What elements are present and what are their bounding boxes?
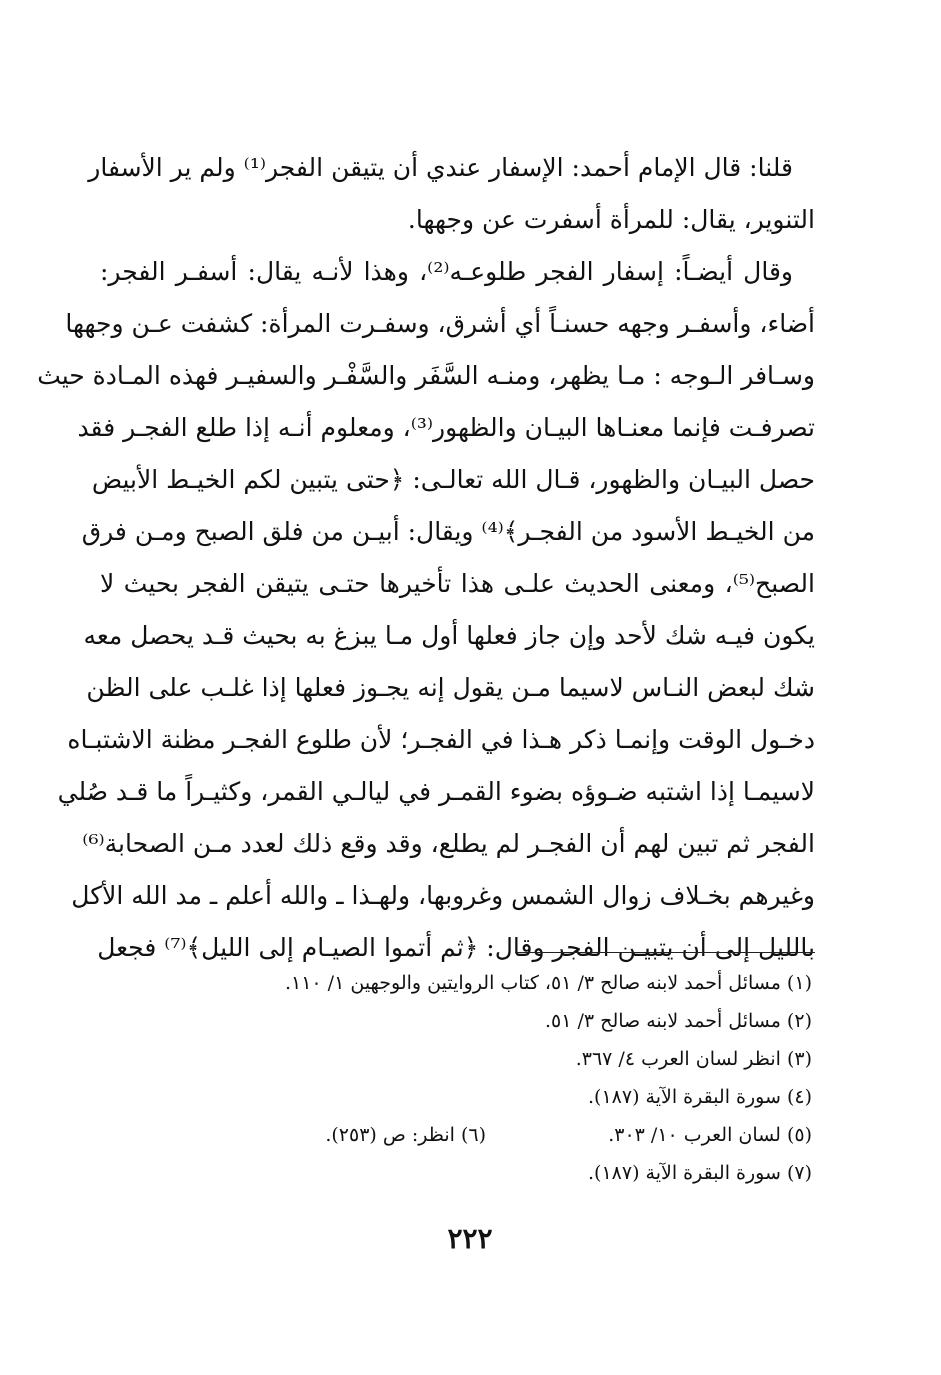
text-line-3: وقال أيضـاً: إسفار الفجر طلوعـه⁽²⁾، وهذا لأنـه يقال: أسفـر الفجر: (100, 257, 793, 286)
text-line-6: تصرفـت فإنما معنـاها البيـان والظهور⁽³⁾، ومعلوم أنـه إذا طلع الفجـر فقد (77, 413, 815, 442)
footnote-1: (١) مسائل أحمد لابنه صالح ٣/ ٥١، كتاب الروايتين والوجهين ١/ ١١٠. (284, 972, 812, 994)
text-line-12: دخـول الوقت وإنمـا ذكر هـذا في الفجـر؛ لأن طلوع الفجـر مظنة الاشتبـاه (67, 725, 815, 754)
text-line-2: التنوير، يقال: للمرأة أسفرت عن وجهها. (407, 205, 815, 234)
text-line-13: لاسيمـا إذا اشتبه ضـوؤه بضوء القمـر في ليالـي القمر، وكثيـراً ما قـد صُلي (57, 777, 815, 806)
text-line-1: قلنا: قال الإمام أحمد: الإسفار عندي أن يتيقن الفجر⁽¹⁾ ولم ير الأسفار (88, 153, 793, 182)
footnotes (160, 964, 812, 1192)
text-line-7: حصل البيـان والظهور، قـال الله تعالـى: ﴿حتى يتبين لكم الخيـط الأبيض (91, 465, 815, 494)
footnote-4: (٤) سورة البقرة الآية (١٨٧). (587, 1086, 812, 1108)
footnote-divider (515, 952, 815, 953)
text-line-4: أضاء، وأسفـر وجهه حسنـاً أي أشرق، وسفـرت المرأة: كشفت عـن وجهها (65, 309, 815, 338)
footnote-row-5-6 (160, 1116, 812, 1154)
main-text (37, 142, 815, 974)
text-line-10: يكون فيـه شك لأحد وإن جاز فعلها أول مـا يبزغ به بحيث قـد يحصل معه (83, 621, 815, 650)
footnote-6: (٦) انظر: ص (٢٥٣). (325, 1124, 486, 1146)
page-number: ٢٢٢ (447, 1222, 493, 1255)
text-line-9: الصبح⁽⁵⁾، ومعنى الحديث علـى هذا تأخيرها حتـى يتيقن الفجر بحيث لا (100, 569, 815, 598)
footnote-5: (٥) لسان العرب ١٠/ ٣٠٣. (608, 1124, 812, 1146)
footnote-3: (٣) انظر لسان العرب ٤/ ٣٦٧. (575, 1048, 812, 1070)
footnote-2: (٢) مسائل أحمد لابنه صالح ٣/ ٥١. (545, 1010, 812, 1032)
text-line-5: وسـافر الـوجه : مـا يظهر، ومنـه السَّفَر والسَّفْـر والسفيـر فهذه المـادة حيث (37, 361, 815, 390)
text-line-15: وغيرهم بخـلاف زوال الشمس وغروبها، ولهـذا ـ والله أعلم ـ مد الله الأكل (71, 881, 815, 910)
text-line-14: الفجر ثم تبين لهم أن الفجـر لم يطلع، وقد وقع ذلك لعدد مـن الصحابة⁽⁶⁾ (82, 829, 815, 858)
footnote-7: (٧) سورة البقرة الآية (١٨٧). (587, 1162, 812, 1184)
text-line-11: شك لبعض النـاس لاسيما مـن يقول إنه يجـوز فعلها إذا غلـب على الظن (86, 673, 815, 702)
text-line-8: من الخيـط الأسود من الفجـر﴾⁽⁴⁾ ويقال: أبيـن من فلق الصبح ومـن فرق (81, 517, 815, 546)
text-line-16: بالليل إلى أن يتبيـن الفجر وقال: ﴿ثم أتموا الصيـام إلى الليل﴾⁽⁷⁾ فجعل (97, 933, 815, 962)
